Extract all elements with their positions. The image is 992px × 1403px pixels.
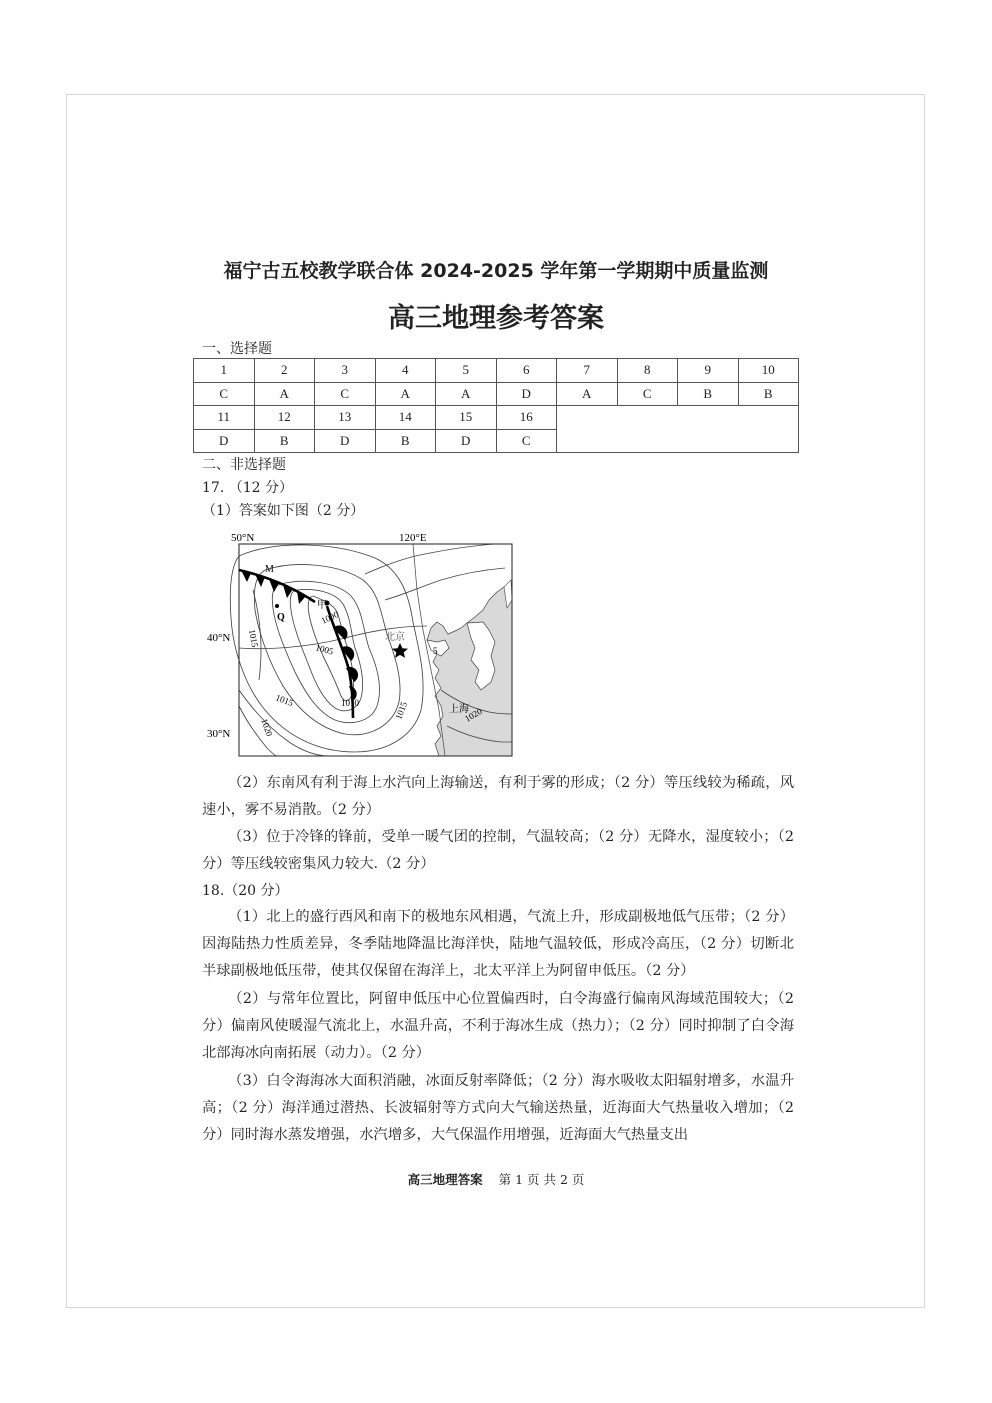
question-number: 9: [678, 359, 739, 383]
q17-part3: [202, 824, 794, 878]
q18-part1-text: （1）北上的盛行西风和南下的极地东风相遇，气流上升，形成副极地低气压带；（2 分）因海陆热力性质差异，冬季陆地降温比海洋快，陆地气温较低，形成冷高压，（2 分）切断北半球副极地低压带，使其仅保留在海洋上，北太平洋上为阿留申低压。（2 分）: [202, 909, 794, 979]
answer-cell: A: [375, 382, 436, 406]
label-jia: 甲: [317, 600, 327, 611]
cold-front-triangles: [241, 570, 306, 604]
answer-cell: A: [557, 382, 618, 406]
question-number: 16: [496, 406, 557, 430]
question-number: 7: [557, 359, 618, 383]
answer-cell: B: [738, 382, 799, 406]
isobar-label-1010: 1010: [341, 698, 359, 708]
blank-cell: [557, 406, 799, 453]
answer-cell: B: [678, 382, 739, 406]
page-footer: [0, 1170, 992, 1188]
answer-cell: D: [496, 382, 557, 406]
isobar-label-1015a: 1015: [247, 628, 261, 649]
label-m: M: [265, 564, 274, 575]
isobar-label-1000: 1000: [319, 609, 341, 626]
q17-part3-text: （3）位于冷锋的锋前，受单一暖气团的控制，气温较高；（2 分）无降水，湿度较小；（2 分）等压线较密集风力较大.（2 分）: [202, 829, 794, 872]
q18-part1: [202, 904, 794, 985]
question-number: 6: [496, 359, 557, 383]
table-row: [194, 359, 799, 383]
answer-cell: D: [436, 429, 497, 453]
question-number: 15: [436, 406, 497, 430]
table-row: [194, 406, 799, 430]
q18-part3-text: （3）白令海海冰大面积消融，冰面反射率降低；（2 分）海水吸收太阳辐射增多，水温升高；（2 分）海洋通过潜热、长波辐射等方式向大气输送热量，近海面大气热量收入增加；（2 分）同时海水蒸发增强，水汽增多，大气保温作用增强，近海面大气热量支出: [202, 1073, 794, 1143]
q17-part2-text: （2）东南风有利于海上水汽向上海输送，有利于雾的形成；（2 分）等压线较为稀疏，风速小，雾不易消散。（2 分）: [202, 775, 794, 818]
question-number: 3: [315, 359, 376, 383]
label-q: Q: [277, 612, 285, 623]
question-number: 11: [194, 406, 255, 430]
question-number: 10: [738, 359, 799, 383]
question-number: 14: [375, 406, 436, 430]
question-number: 8: [617, 359, 678, 383]
answer-cell: A: [254, 382, 315, 406]
question-number: 12: [254, 406, 315, 430]
answer-cell: C: [496, 429, 557, 453]
weather-map: [205, 530, 525, 762]
q17-part1: （1）答案如下图（2 分）: [202, 503, 365, 519]
table-row: [194, 382, 799, 406]
answer-cell: A: [436, 382, 497, 406]
question-number: 4: [375, 359, 436, 383]
isobar-label-1005: 1005: [314, 642, 335, 657]
answer-table: [193, 358, 799, 453]
section-heading-nonchoice: 二、非选择题: [202, 457, 286, 473]
label-beijing: 北京: [385, 632, 405, 643]
footer-label: 高三地理答案: [407, 1172, 483, 1187]
isobar-label-1015b: 1015: [274, 692, 295, 709]
q17-part2: [202, 770, 794, 824]
q18-part3: [202, 1068, 794, 1149]
question-number: 13: [315, 406, 376, 430]
isobar-label-1015c: 1015: [393, 700, 410, 721]
lon-label-120e: 120°E: [399, 532, 427, 544]
lat-label-30n: 30°N: [207, 728, 231, 740]
answer-cell: C: [194, 382, 255, 406]
section-heading-choice: 一、选择题: [202, 341, 272, 357]
answer-title: 高三地理参考答案: [388, 303, 604, 334]
question-number: 2: [254, 359, 315, 383]
label-shanghai: 上海: [449, 704, 469, 715]
answer-cell: B: [254, 429, 315, 453]
q18-part2-text: （2）与常年位置比，阿留申低压中心位置偏西时，白令海盛行偏南风海域范围较大；（2 分）偏南风使暖湿气流北上，水温升高，不利于海冰生成（热力）；（2 分）同时抑制了白令海北部海冰向南拓展（动力）。（2 分）: [202, 991, 794, 1061]
isobar-label-1020a: 1020: [259, 717, 275, 738]
question-number: 5: [436, 359, 497, 383]
q17-heading: 17. （12 分）: [202, 480, 293, 496]
sea-area: [427, 585, 512, 756]
question-number: 1: [194, 359, 255, 383]
lat-label-50n: 50°N: [231, 532, 255, 544]
answer-cell: C: [617, 382, 678, 406]
point-q: [275, 604, 279, 608]
q18-heading: 18.（20 分）: [202, 883, 289, 899]
exam-title: 福宁古五校教学联合体 2024-2025 学年第一学期期中质量监测: [223, 260, 769, 282]
answer-cell: C: [315, 382, 376, 406]
answer-cell: D: [315, 429, 376, 453]
answer-cell: D: [194, 429, 255, 453]
isobar-label-1020b: 1020: [463, 706, 484, 724]
isobar-label-5: 5: [433, 646, 438, 656]
answer-cell: B: [375, 429, 436, 453]
q18-part2: [202, 986, 794, 1067]
footer-page-number: 第 1 页 共 2 页: [498, 1172, 585, 1187]
lat-label-40n: 40°N: [207, 632, 231, 644]
